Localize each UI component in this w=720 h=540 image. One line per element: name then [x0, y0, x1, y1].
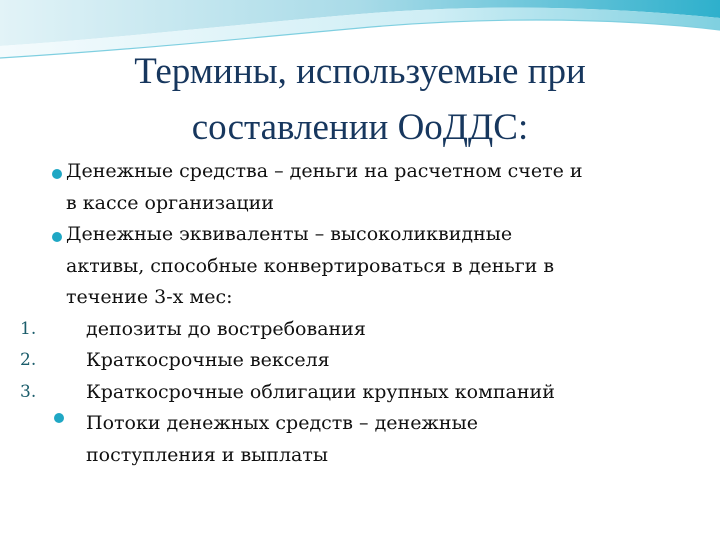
numbered-item-3 [0, 377, 720, 409]
slide-title [40, 44, 680, 156]
item-number: 3. [20, 381, 37, 402]
list-item-text: Денежные средства – деньги на расчетном счете и [66, 160, 583, 182]
list-item-text: депозиты до востребования [86, 317, 366, 340]
list-item-text: течение 3-х мес: [66, 286, 233, 308]
list-item-text: Краткосрочные векселя [86, 349, 330, 371]
list-item-cash-flows [0, 408, 720, 471]
list-item-text: поступления и выплаты [86, 443, 328, 466]
slide-title-line-1: Термины, используемые при [134, 51, 586, 92]
list-item-text: Потоки денежных средств – денежные [86, 412, 478, 434]
list-item-text: в кассе организации [66, 191, 274, 214]
bullet-icon [52, 169, 62, 179]
item-number: 2. [20, 350, 37, 370]
list-item-text: Краткосрочные облигации крупных компаний [86, 380, 555, 403]
numbered-item-2 [0, 345, 720, 377]
list-item-text: активы, способные конвертироваться в деньги в [66, 254, 555, 277]
list-item-cash [0, 156, 720, 219]
list-item-cash-equivalents [0, 219, 720, 314]
slide-title-line-2: составлении ОоДДС: [191, 107, 529, 148]
slide-body [0, 156, 720, 471]
bullet-icon [54, 413, 64, 423]
list-item-text: Денежные эквиваленты – высоколиквидные [66, 223, 513, 245]
item-number: 1. [20, 318, 37, 339]
bullet-icon [52, 232, 62, 242]
numbered-item-1 [0, 314, 720, 346]
